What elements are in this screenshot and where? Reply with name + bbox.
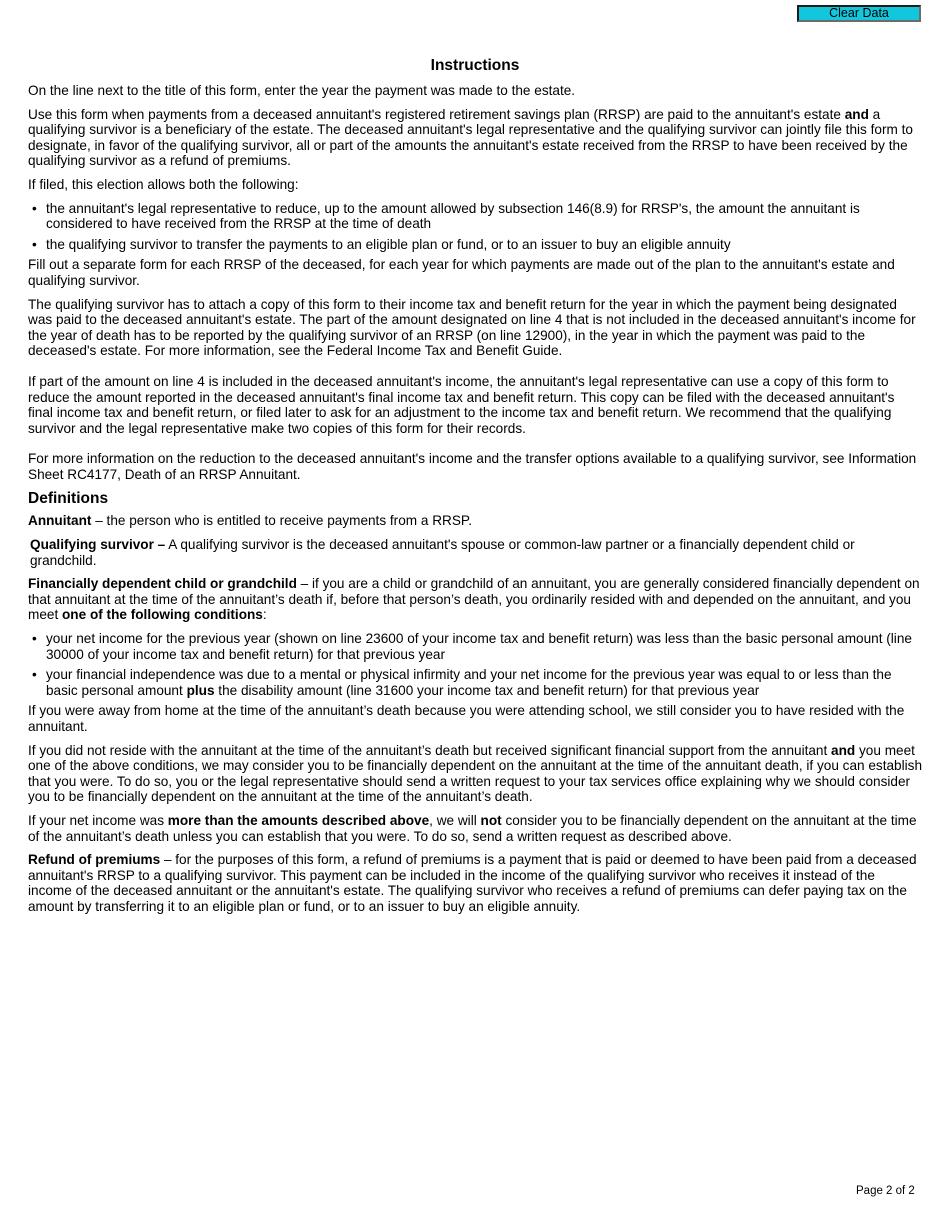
instructions-paragraph-more-info: For more information on the reduction to the deceased annuitant's income and the transfer options available to a qualifying survivor, see Information Sheet RC4177, Death of an RRSP Annuitant. [28, 451, 917, 482]
emphasis-text: more than the amounts described above [167, 812, 430, 828]
list-item-text: the annuitant's legal representative to reduce, up to the amount allowed by subsection 146(8.9) for RRSP's, the amount the annuitant is considered to have received from the RRSP at the time of death [46, 200, 860, 232]
text-run: you meet one of the above conditions, we may consider you to be financially dependent on the annuitant at the time of the annuitant death, if you can establish that you were. To do so, you or the legal representative should send a written request to your tax services office explaining why we should consider you to be financially dependent on the annuitant at the time of the annuitant’s death. [28, 742, 923, 805]
text-run: If you did not reside with the annuitant at the time of the annuitant’s death but received significant financial support from the annuitant [28, 742, 832, 758]
definition-term: Qualifying survivor – [30, 537, 166, 553]
emphasis-text: and [831, 742, 856, 758]
definition-refund-of-premiums [28, 852, 922, 914]
list-item [28, 237, 922, 253]
emphasis-text: not [480, 812, 502, 828]
definition-term: Annuitant [28, 513, 92, 529]
instructions-paragraph-election: If filed, this election allows both the following: [28, 176, 299, 192]
definition-text: : [262, 607, 267, 623]
definition-paragraph-net-income [28, 813, 922, 844]
text-run: If your net income was [28, 812, 168, 828]
election-list [28, 201, 922, 253]
text-run: , we will [429, 812, 481, 828]
instructions-title: Instructions [430, 57, 520, 74]
instructions-paragraph-separate-form: Fill out a separate form for each RRSP of the deceased, for each year for which payments are made out of the plan to the annuitant's estate and qualifying survivor. [28, 257, 895, 288]
definition-paragraph-financial-support [28, 743, 922, 805]
list-item [28, 631, 922, 662]
definition-paragraph-school: If you were away from home at the time of the annuitant’s death because you were attending school, we still consider you to have resided with the annuitant. [28, 703, 905, 734]
list-item-text: the disability amount (line 31600 your income tax and benefit return) for that previous year [214, 682, 760, 698]
text-run: a qualifying survivor is a beneficiary of the estate. The deceased annuitant's legal representative and the qualifying survivor can jointly file this form to designate, in favor of the qualifying survivor, all or part of the amounts the annuitant's estate received from the RRSP to have been received by the qualifying survivor as a refund of premiums. [28, 106, 913, 169]
bullet-icon: • [32, 667, 37, 683]
emphasis-text: plus [186, 682, 215, 698]
definition-term: Refund of premiums [28, 852, 161, 868]
definition-text: – the person who is entitled to receive payments from a RRSP. [91, 513, 473, 529]
definition-term: Financially dependent child or grandchild [28, 576, 297, 592]
text-run: consider you to be financially dependent on the annuitant at the time of the annuitant’s death unless you can establish that you were. To do so, send a written request as described above. [28, 812, 917, 844]
list-item-text: your financial independence was due to a mental or physical infirmity and your net income for the previous year was equal to or less than the basic personal amount [46, 667, 892, 698]
definition-dependent-child [28, 576, 922, 623]
form-instructions-page [28, 57, 922, 923]
instructions-paragraph-year: On the line next to the title of this form, enter the year the payment was made to the estate. [28, 83, 576, 98]
emphasis-text: and [844, 106, 869, 122]
text-run: Use this form when payments from a deceased annuitant's registered retirement savings plan (RRSP) are paid to the annuitant's estate [28, 106, 845, 122]
page-number: Page 2 of 2 [856, 1185, 915, 1197]
list-item [28, 201, 922, 232]
definition-qualifying-survivor [28, 537, 922, 568]
instructions-paragraph-purpose [28, 107, 922, 169]
emphasis-text: one of the following conditions [62, 607, 263, 623]
definitions-heading: Definitions [28, 490, 109, 508]
instructions-paragraph-attach-copy: The qualifying survivor has to attach a copy of this form to their income tax and benefit return for the year in which the payment being designated was paid to the deceased annuitant's estate. The part of the amount designated on line 4 that is not included in the deceased annuitant's income for the year of death has to be reported by the qualifying survivor of an RRSP (on line 12900), in the year in which the payment was paid to the deceased's estate. For more information, see the Federal Income Tax and Benefit Guide. [28, 296, 916, 359]
list-item-text: your net income for the previous year (shown on line 23600 of your income tax and benefit return) was less than the basic personal amount (line 30000 of your income tax and benefit return) for that previous year [46, 631, 912, 662]
clear-data-button[interactable]: Clear Data [797, 5, 921, 22]
bullet-icon: • [32, 236, 37, 252]
list-item [28, 667, 922, 698]
definition-annuitant [28, 513, 922, 529]
definition-text: A qualifying survivor is the deceased annuitant's spouse or common-law partner or a financially dependent child or grandchild. [30, 537, 855, 568]
instructions-paragraph-reduce-income: If part of the amount on line 4 is included in the deceased annuitant's income, the annuitant's legal representative can use a copy of this form to reduce the amount reported in the deceased annuitant's final income tax and benefit return. This copy can be filed with the deceased annuitant's final income tax and benefit return, or filed later to ask for an adjustment to the income tax and benefit return. We recommend that the qualifying survivor and the legal representative make two copies of this form for their records. [28, 373, 895, 436]
list-item-text: the qualifying survivor to transfer the payments to an eligible plan or fund, or to an issuer to buy an eligible annuity [46, 236, 731, 252]
bullet-icon: • [32, 631, 37, 647]
conditions-list [28, 631, 922, 698]
definition-text: – for the purposes of this form, a refund of premiums is a payment that is paid or deemed to have been paid from a deceased annuitant's RRSP to a qualifying survivor. This payment can be included in the income of the qualifying survivor who receives it instead of the income of the deceased annuitant or the annuitant's estate. The qualifying survivor who receives a refund of premiums can defer paying tax on the amount by transferring it to an eligible plan or fund, or to an issuer to buy an eligible annuity. [28, 852, 917, 914]
bullet-icon: • [32, 200, 37, 216]
definition-text: – if you are a child or grandchild of an annuitant, you are generally considered financially dependent on that annuitant at the time of the annuitant’s death if, before that person’s death, you ordinarily resided with and depended on the annuitant, and you meet [28, 576, 920, 623]
